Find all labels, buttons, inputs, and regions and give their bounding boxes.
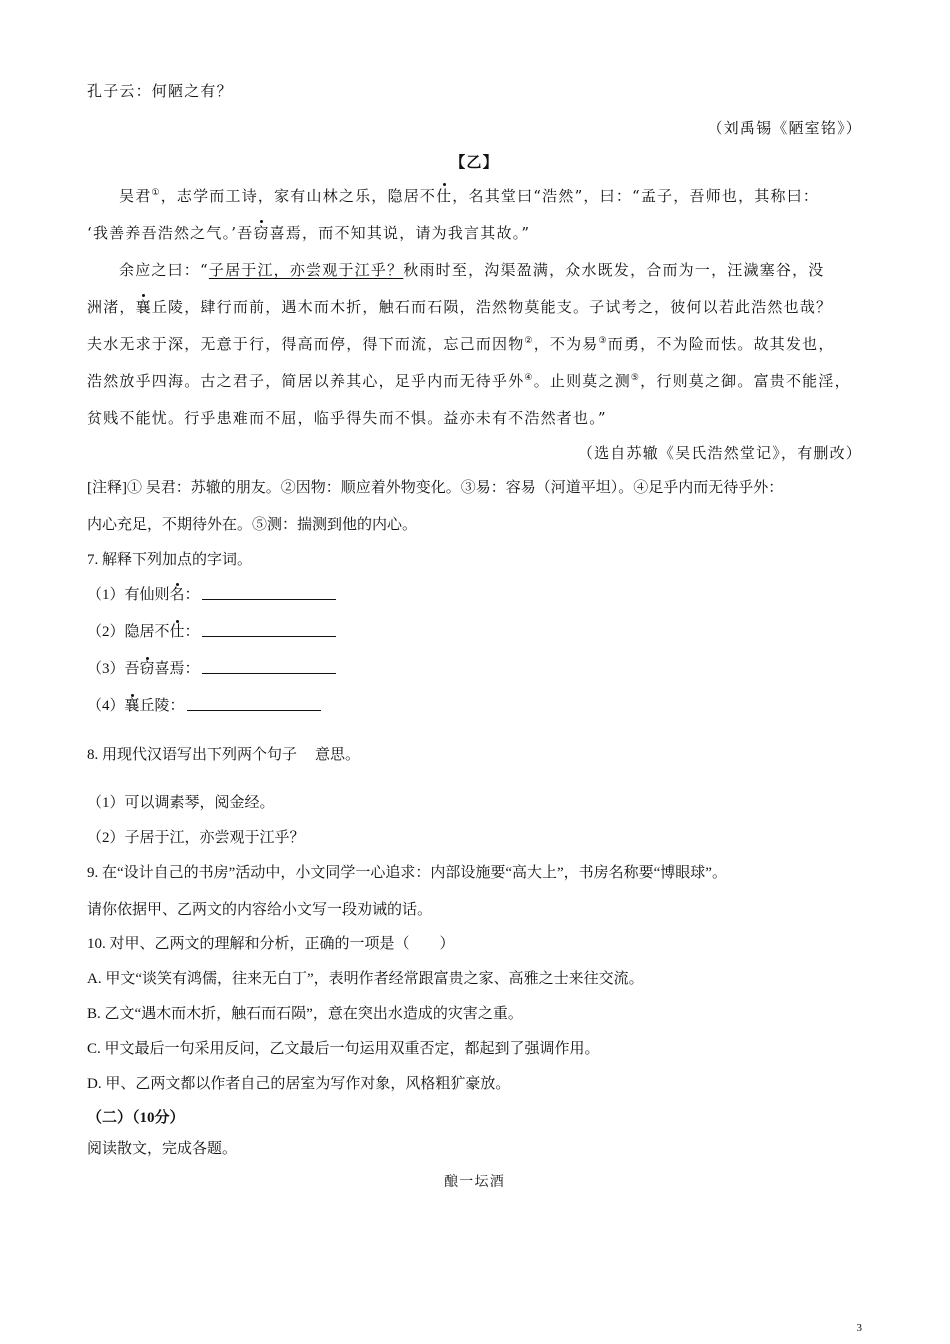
dotted-word: 仕	[169, 624, 185, 640]
question-8-item-2: （2）子居于江，亦尝观于江乎？	[87, 830, 305, 846]
question-7-stem: 7. 解释下列加点的字词。	[87, 552, 253, 568]
question-7-item-2	[87, 622, 862, 642]
question-9-line-1: 9. 在“设计自己的书房”活动中，小文同学一心追求：内部设施要“高大上”，书房名称要“博眼球”。	[87, 865, 727, 881]
text: 。止则莫之测	[533, 372, 631, 390]
jia-last-line: 孔子云：何陋之有？	[87, 82, 233, 100]
question-10-option-d[interactable]: D. 甲、乙两文都以作者自己的居室为写作对象，风格粗犷豪放。	[87, 1076, 511, 1092]
footnote-ref: ②	[524, 336, 534, 346]
text: （4）	[87, 698, 125, 714]
notes-line-2: 内心充足，不期待外在。⑤测：揣测到他的内心。	[87, 517, 418, 533]
footnote-ref: ③	[598, 336, 608, 346]
question-7-item-4	[87, 696, 862, 716]
text: ，志学而工诗，家有山林之乐，隐居不	[160, 187, 437, 205]
text: 吴君	[119, 187, 152, 205]
dotted-word: 襄	[124, 698, 140, 714]
underlined-sentence: 子居于江，亦尝观于江乎？	[208, 261, 404, 279]
yi-source: （选自苏辙《吴氏浩然堂记》，有删改）	[577, 444, 862, 462]
text: 洲渚，	[87, 298, 136, 316]
text: ，行则莫之御。富贵不能淫，	[640, 372, 851, 390]
text: ：	[184, 587, 200, 603]
dotted-word: 襄	[135, 298, 152, 316]
yi-paragraph-2-line-5: 贫贱不能忧。行乎患难而不屈，临乎得失而不惧。益亦未有不浩然者也。”	[87, 409, 607, 427]
yi-paragraph-1-line-2	[87, 223, 862, 243]
dotted-word: 窃	[253, 224, 270, 242]
text: 丘陵，肆行而前，遇木而木折，触石而石陨，浩然物莫能支。子试考之，彼何以若此浩然也哉？	[151, 298, 833, 316]
yi-paragraph-2-line-3	[87, 334, 862, 354]
question-8-item-1: （1）可以调素琴，阅金经。	[87, 795, 275, 811]
footnote-ref: ⑤	[630, 373, 641, 383]
notes-line-1: [注释]① 吴君：苏辙的朋友。②因物：顺应着外物变化。③易：容易（河道平坦）。④足乎内而无待乎外：	[87, 480, 784, 496]
footnote-ref: ①	[151, 188, 161, 198]
yi-paragraph-1-line-1	[87, 186, 862, 206]
question-10-option-b[interactable]: B. 乙文“遇木而木折，触石而石陨”，意在突出水造成的灾害之重。	[87, 1006, 523, 1022]
answer-blank[interactable]	[187, 696, 321, 711]
question-7-item-3	[87, 659, 862, 679]
section-2-heading: （二）（10分）	[87, 1110, 185, 1126]
footnote-ref: ④	[524, 373, 534, 383]
text: 丘陵：	[139, 698, 185, 714]
text: 喜焉：	[154, 661, 200, 677]
question-9-line-2: 请你依据甲、乙两文的内容给小文写一段劝诫的话。	[87, 902, 433, 918]
text: ：	[184, 624, 200, 640]
text: （3）吾	[87, 661, 140, 677]
yi-paragraph-2-line-4	[87, 371, 862, 391]
answer-blank[interactable]	[202, 622, 336, 637]
text: 喜焉，而不知其说，请为我言其故。”	[269, 224, 531, 242]
text: ，不为易	[533, 335, 599, 353]
yi-paragraph-2-line-1	[87, 260, 862, 280]
section-2-instruction: 阅读散文，完成各题。	[87, 1141, 238, 1157]
page-number: 3	[856, 1322, 862, 1334]
text: ，名其堂曰“浩然”，曰：“孟子，吾师也，其称曰：	[452, 187, 820, 205]
text: 而勇，不为险而怯。故其发也，	[607, 335, 835, 353]
dotted-word: 窃	[139, 661, 155, 677]
text: （1）有仙则	[87, 587, 170, 603]
dotted-word: 仕	[436, 187, 453, 205]
question-7-item-1	[87, 585, 862, 605]
question-10-option-c[interactable]: C. 甲文最后一句采用反问，乙文最后一句运用双重否定，都起到了强调作用。	[87, 1041, 600, 1057]
yi-title: 【乙】	[450, 153, 499, 171]
dotted-word: 名	[169, 587, 185, 603]
question-10-stem: 10. 对甲、乙两文的理解和分析，正确的一项是（ ）	[87, 936, 455, 952]
answer-blank[interactable]	[202, 585, 336, 600]
jia-source: （刘禹锡《陋室铭》）	[707, 119, 862, 137]
text: 余应之曰：“	[119, 261, 209, 279]
question-10-option-a[interactable]: A. 甲文“谈笑有鸿儒，往来无白丁”，表明作者经常跟富贵之家、高雅之士来往交流。	[87, 971, 644, 987]
text: （2）隐居不	[87, 624, 170, 640]
text: 夫水无求于深，无意于行，得高而停，得下而流，忘己而因物	[87, 335, 525, 353]
yi-paragraph-2-line-2	[87, 297, 862, 317]
text: 浩然放乎四海。古之君子，简居以养其心，足乎内而无待乎外	[87, 372, 525, 390]
essay-title: 酿一坛酒	[444, 1174, 505, 1190]
text: 秋雨时至，沟渠盈满，众水既发，合而为一，汪濊塞谷，没	[403, 261, 825, 279]
question-8-stem	[87, 745, 862, 765]
answer-blank[interactable]	[202, 659, 336, 674]
text: 8. 用现代汉语写出下列两个句子	[87, 747, 298, 763]
text: ‘我善养吾浩然之气。’吾	[87, 224, 254, 242]
text: 意思。	[315, 747, 361, 763]
